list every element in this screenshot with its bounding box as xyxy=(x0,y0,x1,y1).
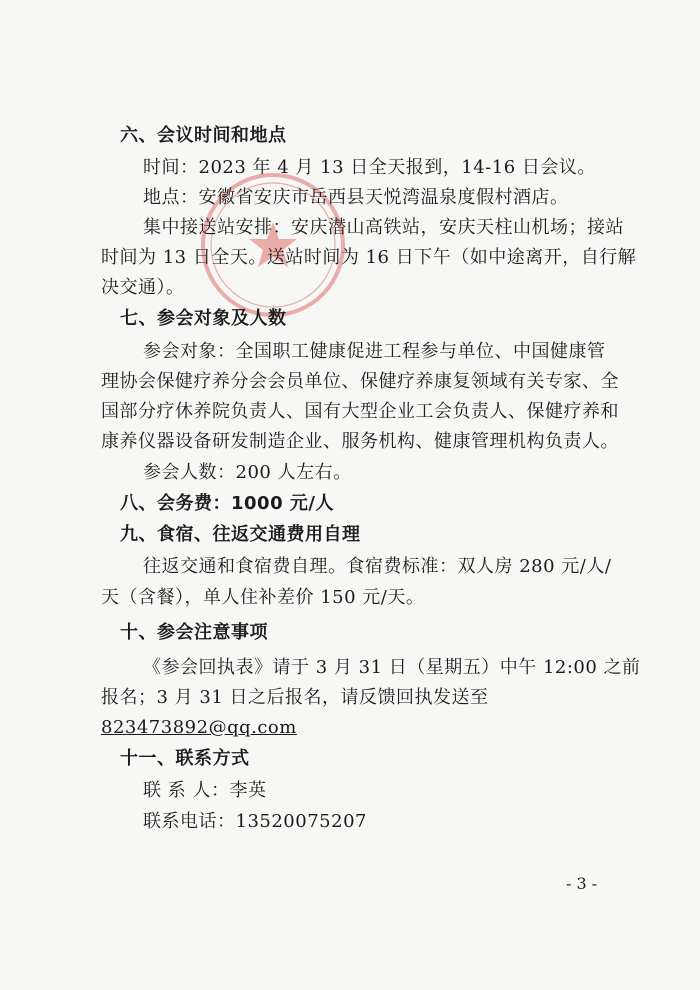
attendees-line-2: 理协会保健疗养分会会员单位、保健疗养康复领域有关专家、全 xyxy=(101,371,619,392)
section-7-heading: 七、参会对象及人数 xyxy=(120,308,287,329)
attendee-count: 参会人数：200 人左右。 xyxy=(143,462,352,483)
contact-email: 823473892@qq.com xyxy=(101,717,297,738)
contact-phone: 联系电话：13520075207 xyxy=(143,811,367,832)
shuttle-line-1: 集中接送站安排：安庆潜山高铁站，安庆天柱山机场；接站 xyxy=(143,217,624,238)
attendees-line-3: 国部分疗休养院负责人、国有大型企业工会负责人、保健疗养和 xyxy=(101,401,619,422)
meeting-time: 时间：2023 年 4 月 13 日全天报到，14-16 日会议。 xyxy=(143,157,596,178)
contact-person: 联 系 人：李英 xyxy=(143,780,267,801)
notice-line-1: 《参会回执表》请于 3 月 31 日（星期五）中午 12:00 之前 xyxy=(143,657,641,678)
section-9-heading: 九、食宿、往返交通费用自理 xyxy=(120,524,361,545)
notice-line-2: 报名；3 月 31 日之后报名，请反馈回执发送至 xyxy=(101,687,489,708)
attendees-line-1: 参会对象：全国职工健康促进工程参与单位、中国健康管 xyxy=(143,341,606,362)
meeting-location: 地点：安徽省安庆市岳西县天悦湾温泉度假村酒店。 xyxy=(143,187,569,208)
section-10-heading: 十、参会注意事项 xyxy=(120,622,268,643)
attendees-line-4: 康养仪器设备研发制造企业、服务机构、健康管理机构负责人。 xyxy=(101,431,619,452)
page-number: - 3 - xyxy=(566,874,598,893)
shuttle-line-2: 时间为 13 日全天。送站时间为 16 日下午（如中途离开，自行解 xyxy=(101,247,637,268)
section-8-heading: 八、会务费：1000 元/人 xyxy=(120,493,334,514)
accommodation-line-1: 往返交通和食宿费自理。食宿费标准：双人房 280 元/人/ xyxy=(143,556,612,577)
accommodation-line-2: 天（含餐），单人住补差价 150 元/天。 xyxy=(101,587,425,608)
section-6-heading: 六、会议时间和地点 xyxy=(120,125,287,146)
section-11-heading: 十一、联系方式 xyxy=(120,748,250,769)
shuttle-line-3: 决交通）。 xyxy=(101,277,185,298)
